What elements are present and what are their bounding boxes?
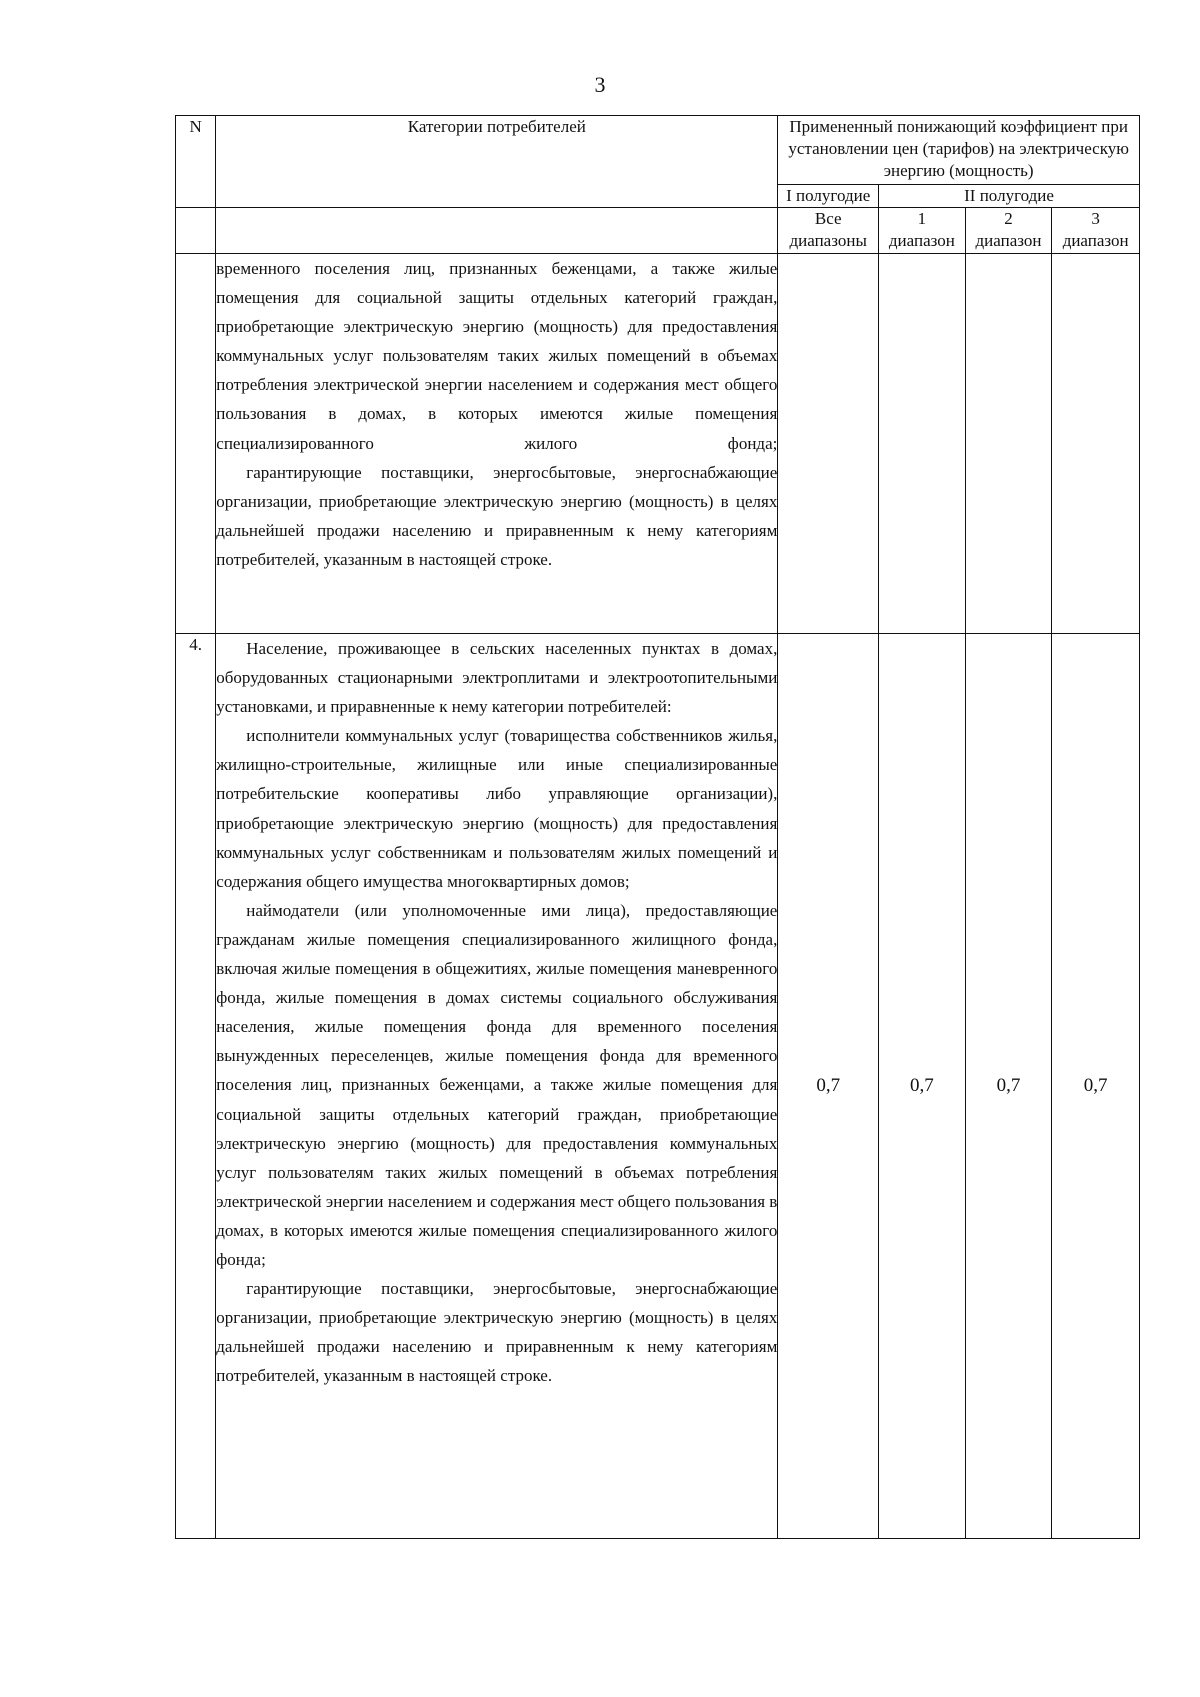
row-continued-paragraph-1: временного поселения лиц, признанных беженцами, а также жилые помещения для социальной защиты отдельных категорий граждан, приобретающие электрическую энергию (мощность) для предоставления коммунальных услуг пользователям таких жилых помещений в объемах потребления электрической энергии населением и содержания мест общего пользования в домах, в которых имеются жилые помещения специализированного жилого фонда; (216, 259, 778, 453)
header-empty-categories (216, 208, 778, 254)
header-range-2 (965, 208, 1052, 254)
header-range-2-word: диапазон (975, 231, 1042, 250)
header-range-3 (1052, 208, 1140, 254)
header-categories: Категории потребителей (216, 116, 778, 208)
row-4-number: 4. (176, 634, 216, 1539)
row-4-value-range-1: 0,7 (879, 634, 966, 1539)
row-continued-range-1 (879, 254, 966, 634)
row-4-paragraph-4: гарантирующие поставщики, энергосбытовые, энергоснабжающие организации, приобретающие электрическую энергию (мощность) в целях дальнейшей продажи населению и приравненным к нему категориям потребителей, указанным в настоящей строке. (216, 1279, 778, 1386)
header-range-3-word: диапазон (1062, 231, 1129, 250)
row-4-value-range-2: 0,7 (965, 634, 1052, 1539)
table-row-4 (176, 634, 1140, 1539)
header-row-1 (176, 116, 1140, 185)
header-all-ranges-line2: диапазоны (789, 231, 867, 250)
header-row-3 (176, 208, 1140, 254)
row-4-categories (216, 634, 778, 1539)
header-coefficient: Примененный понижающий коэффициент при установлении цен (тарифов) на электрическую энергию (мощность) (778, 116, 1140, 185)
row-4-paragraph-1: Население, проживающее в сельских населенных пунктах в домах, оборудованных стационарными электроплитами и электроотопительными установками, и приравненные к нему категории потребителей: (216, 639, 778, 717)
header-range-1 (879, 208, 966, 254)
row-continued-categories (216, 254, 778, 634)
row-4-paragraph-3: наймодатели (или уполномоченные ими лица), предоставляющие гражданам жилые помещения специализированного жилищного фонда, включая жилые помещения в общежитиях, жилые помещения маневренного фонда, жилые помещения в домах системы социального обслуживания населения, жилые помещения фонда для временного поселения вынужденных переселенцев, жилые помещения фонда для временного поселения лиц, признанных беженцами, а также жилые помещения для социальной защиты отдельных категорий граждан, приобретающие электрическую энергию (мощность) для предоставления коммунальных услуг пользователям таких жилых помещений в объемах потребления электрической энергии населением и содержания мест общего пользования в домах, в которых имеются жилые помещения специализированного жилого фонда; (216, 900, 778, 1269)
tariff-coefficient-table (175, 115, 1140, 1539)
row-continued-range-2 (965, 254, 1052, 634)
row-continued-paragraph-2: гарантирующие поставщики, энергосбытовые, энергоснабжающие организации, приобретающие электрическую энергию (мощность) в целях дальнейшей продажи населению и приравненным к нему категориям потребителей, указанным в настоящей строке. (216, 462, 778, 569)
row-4-paragraph-2: исполнители коммунальных услуг (товарищества собственников жилья, жилищно-строительные, жилищные или иные специализированные потребительские кооперативы либо управляющие организации), приобретающие электрическую энергию (мощность) для предоставления коммунальных услуг собственникам и пользователям жилых помещений и содержания общего имущества многоквартирных домов; (216, 726, 778, 891)
header-empty-n (176, 208, 216, 254)
header-range-1-num: 1 (917, 209, 927, 228)
header-all-ranges (778, 208, 879, 254)
row-4-value-all-ranges: 0,7 (778, 634, 879, 1539)
header-half-2: II полугодие (879, 185, 1140, 208)
header-half-1: I полугодие (778, 185, 879, 208)
header-range-3-num: 3 (1091, 209, 1100, 228)
row-continued-number (176, 254, 216, 634)
header-range-2-num: 2 (1004, 209, 1013, 228)
header-n: N (176, 116, 216, 208)
header-all-ranges-line1: Все (814, 209, 842, 228)
page-number: 3 (594, 72, 606, 97)
row-continued-all-ranges (778, 254, 879, 634)
row-continued-range-3 (1052, 254, 1140, 634)
row-4-value-range-3: 0,7 (1052, 634, 1140, 1539)
table-row-continued (176, 254, 1140, 634)
header-range-1-word: диапазон (888, 231, 955, 250)
